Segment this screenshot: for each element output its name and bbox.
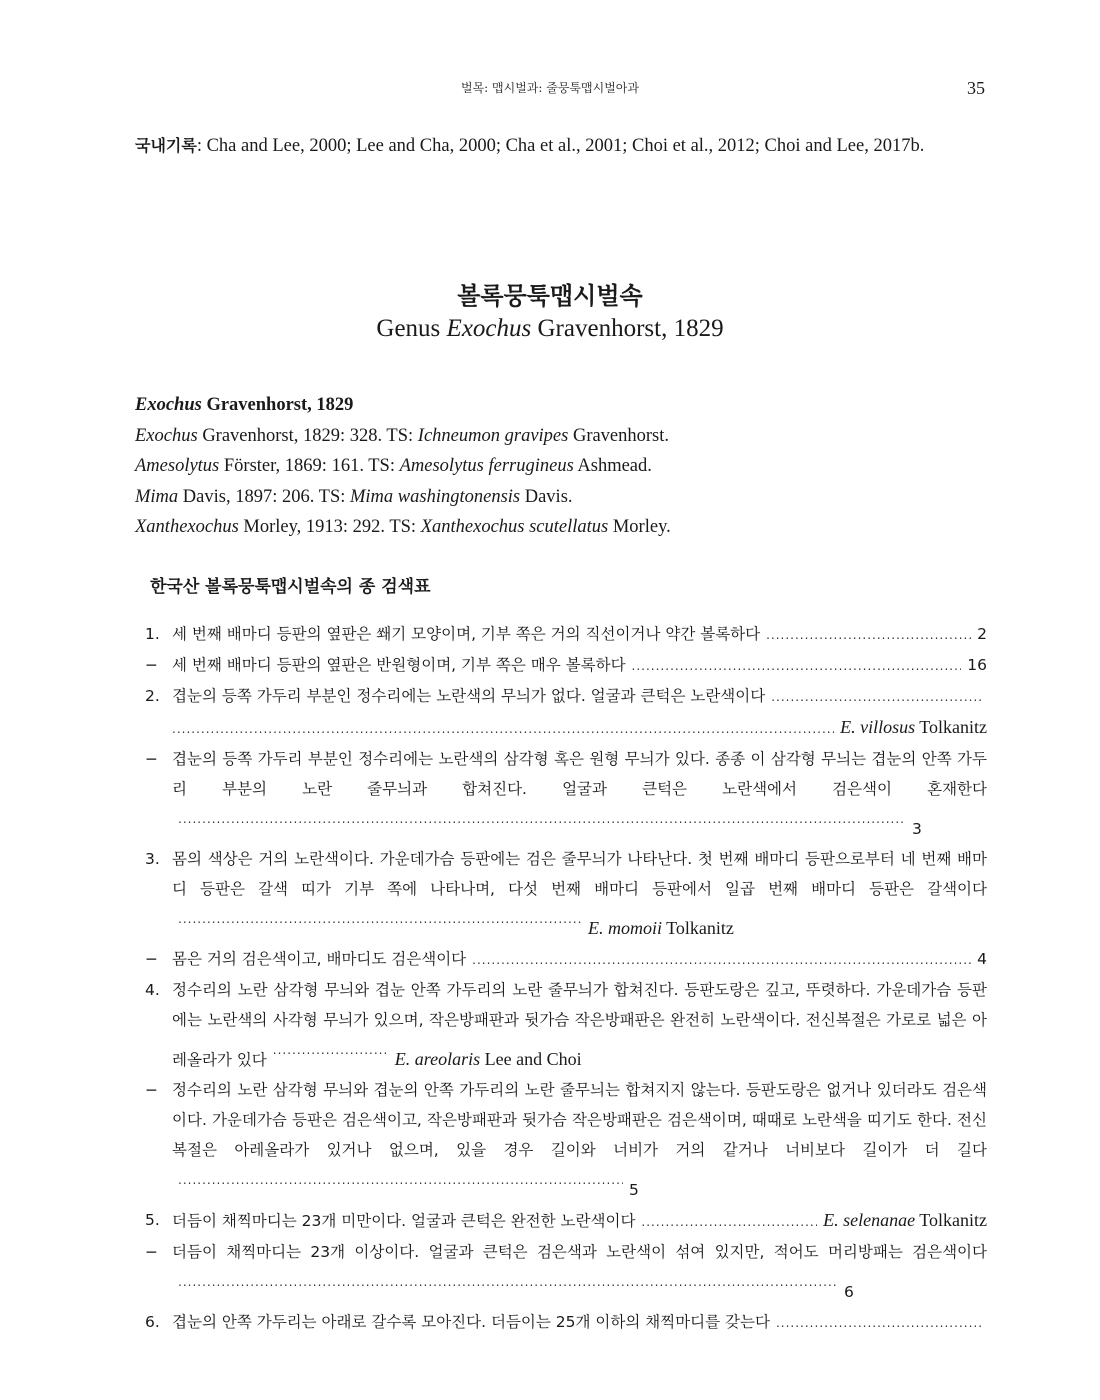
key-result: E. momoii Tolkanitz: [588, 918, 734, 938]
key-lead: 5: [629, 1181, 639, 1199]
genus-author: Gravenhorst, 1829: [531, 315, 724, 342]
key-text: 몸은 거의 검은색이고, 배마디도 검은색이다: [172, 950, 467, 968]
key-couplet: 3. 몸의 색상은 거의 노란색이다. 가운데가슴 등판에는 검은 줄무늬가 나타난다. 첫 번째 배마디 등판으로부터 네 번째 배마디 등판은 갈색 띠가 기부 쪽에 나타나며, 다섯 번째 배마디 등판에서 일곱 번째 배마디 등판은 갈색이다.....E. momoii Tolkanitz: [145, 844, 987, 944]
key-result: E. villosus Tolkanitz: [840, 717, 987, 737]
records-text: : Cha and Lee, 2000; Lee and Cha, 2000; Cha et al., 2001; Choi et al., 2012; Choi and Lee, 2017b.: [196, 136, 925, 156]
key-couplet: 2. 겹눈의 등쪽 가두리 부분인 정수리에는 노란색의 무늬가 없다. 얼굴과 큰턱은 노란색이다 ..... ..... E. villosus Tolkanitz: [145, 681, 987, 744]
key-text: 몸의 색상은 거의 노란색이다. 가운데가슴 등판에는 검은 줄무늬가 나타난다. 첫 번째 배마디 등판으로부터 네 번째 배마디 등판은 갈색 띠가 기부 쪽에 나타나며, 다섯 번째 배마디 등판에서 일곱 번째 배마디 등판은 갈색이다: [172, 850, 987, 898]
synonym-line: Mima Davis, 1897: 206. TS: Mima washingtonensis Davis.: [135, 486, 573, 507]
records-label: 국내기록: [135, 136, 197, 155]
synonymy-heading: Exochus Gravenhorst, 1829: [135, 395, 354, 415]
key-text: 정수리의 노란 삼각형 무늬와 겹눈의 안쪽 가두리의 노란 줄무늬는 합쳐지지 않는다. 등판도랑은 없거나 있더라도 검은색이다. 가운데가슴 등판은 검은색이고, 작은방패판과 뒷가슴 작은방패판은 검은색이며, 때때로 노란색을 띠기도 한다. 전신복절은 아레올라가 있거나 없으며, 있을 경우 길이와 너비가 거의 같거나 너비보다 길이가 더 길다: [172, 1081, 987, 1159]
page-number: 35: [967, 78, 985, 98]
key-couplet: 1. 세 번째 배마디 등판의 옆판은 쐐기 모양이며, 기부 쪽은 거의 직선이거나 약간 볼록하다 ..... 2: [145, 619, 987, 650]
genus-name: Exochus: [446, 315, 532, 342]
key-text: 겹눈의 등쪽 가두리 부분인 정수리에는 노란색의 삼각형 혹은 원형 무늬가 있다. 종종 이 삼각형 무늬는 겹눈의 안쪽 가두리 부분의 노란 줄무늬과 합쳐진다. 얼굴과 큰턱은 노란색에서 검은색이 혼재한다: [172, 750, 987, 798]
identification-key: [145, 619, 987, 1338]
genus-title-korean: 볼록뭉툭맵시벌속: [457, 282, 643, 310]
synonymy-block: [135, 390, 987, 543]
key-couplet: 4. 정수리의 노란 삼각형 무늬와 겹눈 안쪽 가두리의 노란 줄무늬가 합쳐진다. 등판도랑은 깊고, 뚜렷하다. 가운데가슴 등판에는 노란색의 사각형 무늬가 있으며, 작은방패판과 뒷가슴 작은방패판은 완전히 노란색이다. 전신복절은 가로로 넓은 아레올라가 있다..... E. areolaris Lee and Choi: [145, 975, 987, 1075]
key-couplet: − 더듬이 채찍마디는 23개 이상이다. 얼굴과 큰턱은 검은색과 노란색이 섞여 있지만, 적어도 머리방패는 검은색이다.....6: [145, 1237, 987, 1307]
key-lead: 2: [977, 625, 987, 643]
genus-prefix: Genus: [376, 315, 447, 342]
running-head: 벌목: 맵시벌과: 줄뭉툭맵시벌아과: [460, 81, 639, 95]
key-text: 더듬이 채찍마디는 23개 미만이다. 얼굴과 큰턱은 완전한 노란색이다: [172, 1212, 636, 1230]
synonym-line: Amesolytus Förster, 1869: 161. TS: Amesolytus ferrugineus Ashmead.: [135, 456, 652, 476]
key-couplet: − 정수리의 노란 삼각형 무늬와 겹눈의 안쪽 가두리의 노란 줄무늬는 합쳐지지 않는다. 등판도랑은 없거나 있더라도 검은색이다. 가운데가슴 등판은 검은색이고, 작은방패판과 뒷가슴 작은방패판은 검은색이며, 때때로 노란색을 띠기도 한다. 전신복절은 아레올라가 있거나 없으며, 있을 경우 길이와 너비가 거의 같거나 너비보다 길이가 더 길다.....5: [145, 1075, 987, 1205]
key-text: 세 번째 배마디 등판의 옆판은 반원형이며, 기부 쪽은 매우 볼록하다: [172, 656, 626, 674]
key-lead: 3: [912, 820, 922, 838]
key-lead: 6: [844, 1283, 854, 1301]
key-couplet: − 겹눈의 등쪽 가두리 부분인 정수리에는 노란색의 삼각형 혹은 원형 무늬가 있다. 종종 이 삼각형 무늬는 겹눈의 안쪽 가두리 부분의 노란 줄무늬과 합쳐진다. 얼굴과 큰턱은 노란색에서 검은색이 혼재한다.....3: [145, 744, 987, 844]
synonym-line: Exochus Gravenhorst, 1829: 328. TS: Ichneumon gravipes Gravenhorst.: [135, 425, 670, 446]
synonym-line: Xanthexochus Morley, 1913: 292. TS: Xanthexochus scutellatus Morley.: [135, 517, 671, 537]
key-couplet: 6. 겹눈의 안쪽 가두리는 아래로 갈수록 모아진다. 더듬이는 25개 이하의 채찍마디를 갖는다 .....: [145, 1307, 987, 1338]
key-title: 한국산 볼록뭉툭맵시벌속의 종 검색표: [150, 577, 431, 597]
key-text: 겹눈의 안쪽 가두리는 아래로 갈수록 모아진다. 더듬이는 25개 이하의 채찍마디를 갖는다: [172, 1313, 770, 1331]
key-text: 정수리의 노란 삼각형 무늬와 겹눈 안쪽 가두리의 노란 줄무늬가 합쳐진다. 등판도랑은 깊고, 뚜렷하다. 가운데가슴 등판에는 노란색의 사각형 무늬가 있으며, 작은방패판과 뒷가슴 작은방패판은 완전히 노란색이다. 전신복절은 가로로 넓은 아레올라가 있다: [172, 981, 987, 1069]
key-text: 세 번째 배마디 등판의 옆판은 쐐기 모양이며, 기부 쪽은 거의 직선이거나 약간 볼록하다: [172, 625, 761, 643]
key-couplet: − 세 번째 배마디 등판의 옆판은 반원형이며, 기부 쪽은 매우 볼록하다 ..... 16: [145, 650, 987, 681]
key-result: E. selenanae Tolkanitz: [823, 1210, 987, 1230]
key-lead: 4: [977, 950, 987, 968]
key-result: E. areolaris Lee and Choi: [394, 1049, 582, 1069]
key-text: 겹눈의 등쪽 가두리 부분인 정수리에는 노란색의 무늬가 없다. 얼굴과 큰턱은 노란색이다: [172, 687, 766, 705]
domestic-records: [135, 130, 987, 162]
key-couplet: 5. 더듬이 채찍마디는 23개 미만이다. 얼굴과 큰턱은 완전한 노란색이다 ..... E. selenanae Tolkanitz: [145, 1205, 987, 1237]
key-couplet: − 몸은 거의 검은색이고, 배마디도 검은색이다 ..... 4: [145, 944, 987, 975]
key-lead: 16: [967, 656, 987, 674]
key-text: 더듬이 채찍마디는 23개 이상이다. 얼굴과 큰턱은 검은색과 노란색이 섞여 있지만, 적어도 머리방패는 검은색이다: [172, 1243, 987, 1261]
genus-title-english: [0, 315, 1100, 343]
